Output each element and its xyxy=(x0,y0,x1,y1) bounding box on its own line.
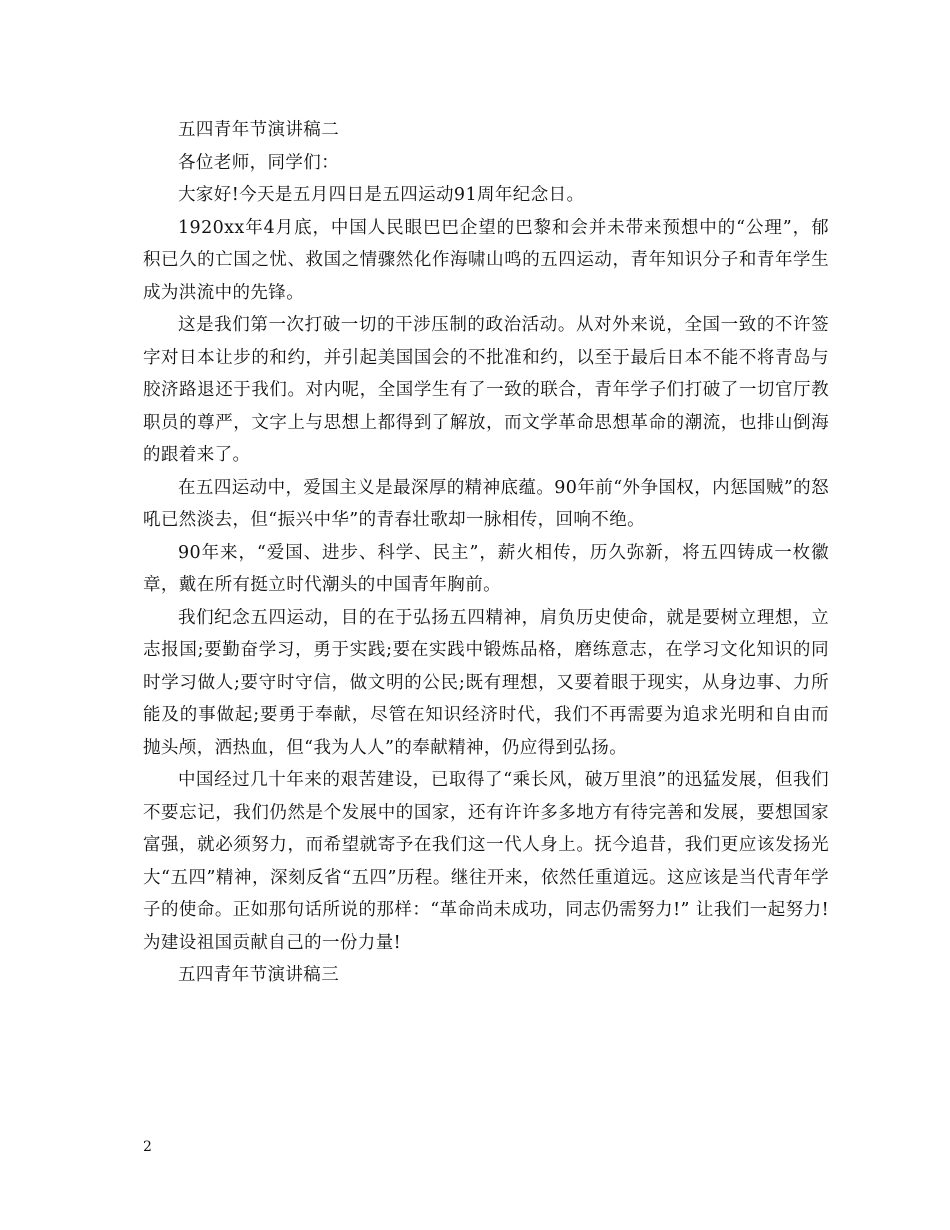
paragraph-ninety-years: 90年来，“爱国、进步、科学、民主”，薪火相传，历久弥新，将五四铸成一枚徽章，戴在所有挺立时代潮头的中国青年胸前。 xyxy=(143,542,829,595)
paragraph-development: 中国经过几十年来的艰苦建设，已取得了“乘长风，破万里浪”的迅猛发展，但我们不要忘记，我们仍然是个发展中的国家，还有许许多多地方有待完善和发展，要想国家富强，就必须努力，而希望就寄予在我们这一代人身上。抚今追昔，我们更应该发扬光大“五四”精神，深刻反省“五四”历程。继往开来，依然任重道远。这应该是当代青年学子的使命。正如那句话所说的那样：“革命尚未成功，同志仍需努力!” 让我们一起努力!为建设祖国贡献自己的一份力量! xyxy=(143,770,829,953)
paragraph-political-activity: 这是我们第一次打破一切的干涉压制的政治活动。从对外来说，全国一致的不许签字对日本让步的和约，并引起美国国会的不批准和约，以至于最后日本不能不将青岛与胶济路退还于我们。对内呢，全国学生有了一致的联合，青年学子们打破了一切官厅教职员的尊严，文字上与思想上都得到了解放，而文学革命思想革命的潮流，也排山倒海的跟着来了。 xyxy=(143,315,829,465)
paragraph-greeting: 大家好!今天是五月四日是五四运动91周年纪念日。 xyxy=(178,185,585,205)
paragraph-commemoration: 我们纪念五四运动，目的在于弘扬五四精神，肩负历史使命，就是要树立理想，立志报国;要勤奋学习，勇于实践;要在实践中锻炼品格，磨练意志，在学习文化知识的同时学习做人;要守时守信，做文明的公民;既有理想，又要着眼于现实，从身边事、力所能及的事做起;要勇于奉献，尽管在知识经济时代，我们不再需要为追求光明和自由而抛头颅，洒热血，但“我为人人”的奉献精神，仍应得到弘扬。 xyxy=(143,607,829,758)
salutation: 各位老师，同学们： xyxy=(178,152,340,173)
page-number: 2 xyxy=(143,1139,152,1155)
paragraph-history: 1920xx年4月底，中国人民眼巴巴企望的巴黎和会并未带来预想中的“公理”，郁积已久的亡国之忧、救国之情骤然化作海啸山鸣的五四运动，青年知识分子和青年学生成为洪流中的先锋。 xyxy=(143,217,829,303)
section-heading-speech-three: 五四青年节演讲稿三 xyxy=(178,965,340,985)
document-body xyxy=(143,114,829,992)
paragraph-patriotism: 在五四运动中，爱国主义是最深厚的精神底蕴。90年前“外争国权，内惩国贼”的怒吼已然淡去，但“振兴中华”的青春壮歌却一脉相传，回响不绝。 xyxy=(143,477,829,530)
section-heading-speech-two: 五四青年节演讲稿二 xyxy=(178,120,340,140)
